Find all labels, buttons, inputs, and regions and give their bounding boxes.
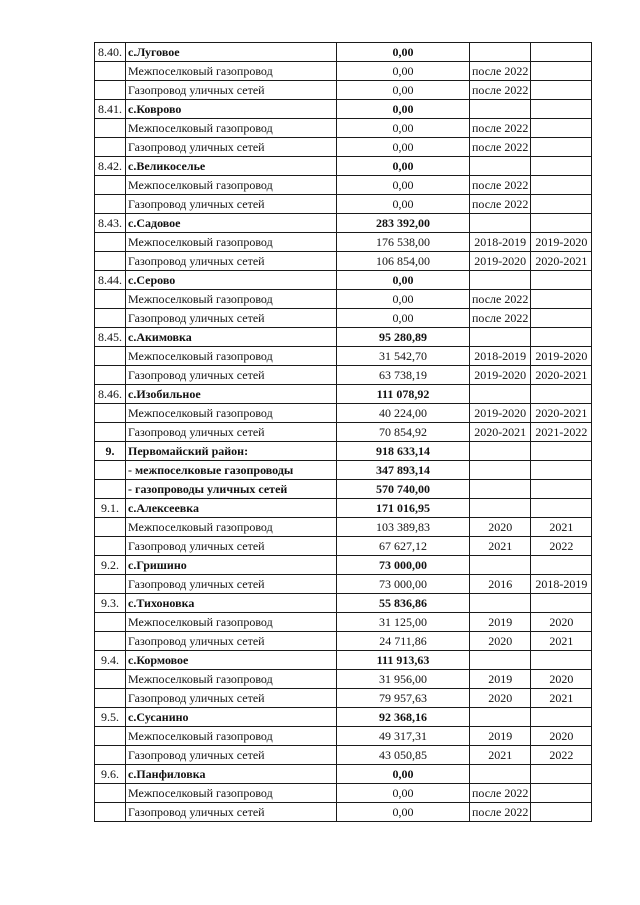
row-name-cell: Газопровод уличных сетей — [126, 252, 337, 271]
row-period-end-cell: 2020 — [531, 670, 592, 689]
row-period-start-cell — [470, 499, 531, 518]
row-period-start-cell: 2018-2019 — [470, 233, 531, 252]
row-name-cell: с.Тихоновка — [126, 594, 337, 613]
row-amount-cell: 73 000,00 — [337, 575, 470, 594]
row-period-end-cell: 2021 — [531, 632, 592, 651]
row-name-cell: с.Серово — [126, 271, 337, 290]
row-amount-cell: 63 738,19 — [337, 366, 470, 385]
row-name-cell: Межпоселковый газопровод — [126, 404, 337, 423]
row-amount-cell: 0,00 — [337, 43, 470, 62]
row-number-cell — [95, 366, 126, 385]
table-row — [95, 366, 592, 385]
row-period-start-cell: после 2022 — [470, 138, 531, 157]
row-period-end-cell: 2020 — [531, 613, 592, 632]
row-period-end-cell — [531, 43, 592, 62]
row-amount-cell: 283 392,00 — [337, 214, 470, 233]
row-number-cell: 9.4. — [95, 651, 126, 670]
row-number-cell — [95, 461, 126, 480]
row-period-start-cell — [470, 765, 531, 784]
row-name-cell: Газопровод уличных сетей — [126, 81, 337, 100]
table-row-head — [95, 708, 592, 727]
row-period-start-cell: после 2022 — [470, 290, 531, 309]
row-period-start-cell: 2020 — [470, 632, 531, 651]
row-amount-cell: 73 000,00 — [337, 556, 470, 575]
table-row — [95, 632, 592, 651]
table-row — [95, 518, 592, 537]
row-amount-cell: 918 633,14 — [337, 442, 470, 461]
row-name-cell: Межпоселковый газопровод — [126, 347, 337, 366]
row-amount-cell: 0,00 — [337, 62, 470, 81]
row-period-end-cell — [531, 62, 592, 81]
row-period-start-cell: 2019-2020 — [470, 404, 531, 423]
row-period-start-cell: 2019-2020 — [470, 366, 531, 385]
row-period-start-cell — [470, 385, 531, 404]
row-period-end-cell — [531, 176, 592, 195]
table-row-head — [95, 271, 592, 290]
row-name-cell: Межпоселковый газопровод — [126, 727, 337, 746]
row-name-cell: с.Гришино — [126, 556, 337, 575]
row-amount-cell: 106 854,00 — [337, 252, 470, 271]
row-number-cell — [95, 81, 126, 100]
row-amount-cell: 31 542,70 — [337, 347, 470, 366]
table-row-district — [95, 442, 592, 461]
row-name-cell: с.Садовое — [126, 214, 337, 233]
row-period-start-cell — [470, 556, 531, 575]
table-row-head — [95, 43, 592, 62]
row-amount-cell: 0,00 — [337, 765, 470, 784]
row-name-cell: - газопроводы уличных сетей — [126, 480, 337, 499]
row-period-end-cell — [531, 556, 592, 575]
table-row-head — [95, 594, 592, 613]
row-number-cell: 9.3. — [95, 594, 126, 613]
row-name-cell: Межпоселковый газопровод — [126, 613, 337, 632]
row-name-cell: Межпоселковый газопровод — [126, 784, 337, 803]
row-period-end-cell: 2018-2019 — [531, 575, 592, 594]
row-number-cell — [95, 252, 126, 271]
row-amount-cell: 43 050,85 — [337, 746, 470, 765]
row-name-cell: Газопровод уличных сетей — [126, 138, 337, 157]
row-name-cell: с.Сусанино — [126, 708, 337, 727]
row-number-cell — [95, 138, 126, 157]
row-number-cell — [95, 784, 126, 803]
row-number-cell: 8.44. — [95, 271, 126, 290]
table-row — [95, 195, 592, 214]
row-amount-cell: 0,00 — [337, 138, 470, 157]
row-amount-cell: 103 389,83 — [337, 518, 470, 537]
row-amount-cell: 55 836,86 — [337, 594, 470, 613]
row-period-end-cell — [531, 309, 592, 328]
table-row-head — [95, 765, 592, 784]
row-name-cell: Газопровод уличных сетей — [126, 689, 337, 708]
row-period-end-cell — [531, 100, 592, 119]
row-number-cell: 8.45. — [95, 328, 126, 347]
row-period-end-cell — [531, 803, 592, 822]
row-period-start-cell: после 2022 — [470, 195, 531, 214]
row-period-end-cell — [531, 81, 592, 100]
row-amount-cell: 67 627,12 — [337, 537, 470, 556]
row-amount-cell: 79 957,63 — [337, 689, 470, 708]
row-period-start-cell: после 2022 — [470, 803, 531, 822]
row-period-start-cell: 2019 — [470, 613, 531, 632]
table-row — [95, 575, 592, 594]
row-number-cell: 8.40. — [95, 43, 126, 62]
table-row — [95, 727, 592, 746]
row-period-end-cell — [531, 214, 592, 233]
row-name-cell: с.Великоселье — [126, 157, 337, 176]
row-name-cell: Межпоселковый газопровод — [126, 290, 337, 309]
row-period-end-cell: 2022 — [531, 746, 592, 765]
row-period-start-cell — [470, 100, 531, 119]
table-row — [95, 689, 592, 708]
row-amount-cell: 0,00 — [337, 784, 470, 803]
row-amount-cell: 0,00 — [337, 271, 470, 290]
row-period-start-cell — [470, 271, 531, 290]
row-amount-cell: 0,00 — [337, 309, 470, 328]
row-amount-cell: 0,00 — [337, 195, 470, 214]
row-period-end-cell: 2019-2020 — [531, 347, 592, 366]
row-period-start-cell: 2019 — [470, 670, 531, 689]
row-amount-cell: 92 368,16 — [337, 708, 470, 727]
table-row-head — [95, 651, 592, 670]
row-period-end-cell — [531, 138, 592, 157]
row-amount-cell: 0,00 — [337, 81, 470, 100]
row-amount-cell: 176 538,00 — [337, 233, 470, 252]
row-name-cell: Газопровод уличных сетей — [126, 537, 337, 556]
row-period-end-cell — [531, 328, 592, 347]
row-number-cell — [95, 803, 126, 822]
row-amount-cell: 95 280,89 — [337, 328, 470, 347]
row-number-cell: 8.46. — [95, 385, 126, 404]
row-period-end-cell: 2022 — [531, 537, 592, 556]
row-period-end-cell — [531, 195, 592, 214]
row-name-cell: Межпоселковый газопровод — [126, 233, 337, 252]
row-number-cell — [95, 195, 126, 214]
table-row-subtotal — [95, 480, 592, 499]
row-number-cell — [95, 290, 126, 309]
table-row — [95, 347, 592, 366]
table-row — [95, 784, 592, 803]
row-period-end-cell: 2020-2021 — [531, 366, 592, 385]
row-number-cell — [95, 613, 126, 632]
table-body — [95, 43, 592, 822]
row-period-end-cell — [531, 442, 592, 461]
row-name-cell: Газопровод уличных сетей — [126, 366, 337, 385]
row-name-cell: Газопровод уличных сетей — [126, 803, 337, 822]
table-row — [95, 138, 592, 157]
row-period-end-cell — [531, 594, 592, 613]
row-name-cell: Межпоселковый газопровод — [126, 176, 337, 195]
row-period-end-cell: 2021 — [531, 518, 592, 537]
row-period-end-cell — [531, 765, 592, 784]
row-period-end-cell — [531, 271, 592, 290]
row-amount-cell: 0,00 — [337, 290, 470, 309]
row-period-start-cell: 2021 — [470, 537, 531, 556]
row-number-cell — [95, 746, 126, 765]
row-name-cell: Газопровод уличных сетей — [126, 423, 337, 442]
row-period-end-cell — [531, 480, 592, 499]
table-row-head — [95, 157, 592, 176]
row-period-start-cell — [470, 594, 531, 613]
row-period-end-cell — [531, 385, 592, 404]
row-number-cell: 9. — [95, 442, 126, 461]
row-number-cell — [95, 347, 126, 366]
row-number-cell — [95, 518, 126, 537]
row-number-cell — [95, 119, 126, 138]
row-number-cell: 8.42. — [95, 157, 126, 176]
row-period-end-cell: 2020-2021 — [531, 252, 592, 271]
row-name-cell: с.Луговое — [126, 43, 337, 62]
row-name-cell: с.Кормовое — [126, 651, 337, 670]
row-number-cell: 9.2. — [95, 556, 126, 575]
table-row — [95, 613, 592, 632]
row-period-start-cell: 2019 — [470, 727, 531, 746]
row-amount-cell: 49 317,31 — [337, 727, 470, 746]
table-row — [95, 746, 592, 765]
row-period-start-cell: 2020 — [470, 518, 531, 537]
row-period-start-cell — [470, 461, 531, 480]
row-amount-cell: 24 711,86 — [337, 632, 470, 651]
row-number-cell — [95, 632, 126, 651]
table-row — [95, 290, 592, 309]
row-period-start-cell: 2020 — [470, 689, 531, 708]
row-name-cell: Газопровод уличных сетей — [126, 746, 337, 765]
row-name-cell: - межпоселковые газопроводы — [126, 461, 337, 480]
table-row — [95, 62, 592, 81]
row-amount-cell: 0,00 — [337, 119, 470, 138]
row-period-end-cell: 2021 — [531, 689, 592, 708]
row-period-start-cell — [470, 43, 531, 62]
row-period-start-cell: после 2022 — [470, 62, 531, 81]
row-period-end-cell — [531, 119, 592, 138]
row-amount-cell: 31 956,00 — [337, 670, 470, 689]
table-row-head — [95, 556, 592, 575]
table-row — [95, 309, 592, 328]
row-amount-cell: 31 125,00 — [337, 613, 470, 632]
table-row-head — [95, 385, 592, 404]
row-number-cell — [95, 689, 126, 708]
row-amount-cell: 70 854,92 — [337, 423, 470, 442]
row-period-start-cell — [470, 157, 531, 176]
row-name-cell: Первомайский район: — [126, 442, 337, 461]
row-period-end-cell — [531, 290, 592, 309]
row-name-cell: с.Акимовка — [126, 328, 337, 347]
row-period-start-cell: после 2022 — [470, 119, 531, 138]
gas-pipeline-table — [94, 42, 592, 822]
row-name-cell: Межпоселковый газопровод — [126, 62, 337, 81]
row-number-cell — [95, 480, 126, 499]
row-period-start-cell: 2021 — [470, 746, 531, 765]
row-number-cell — [95, 233, 126, 252]
row-number-cell — [95, 537, 126, 556]
table-row — [95, 81, 592, 100]
row-amount-cell: 0,00 — [337, 176, 470, 195]
row-period-start-cell — [470, 214, 531, 233]
row-period-start-cell — [470, 651, 531, 670]
row-amount-cell: 111 913,63 — [337, 651, 470, 670]
row-amount-cell: 0,00 — [337, 100, 470, 119]
row-period-start-cell: после 2022 — [470, 784, 531, 803]
table-row-head — [95, 328, 592, 347]
table-row — [95, 233, 592, 252]
row-number-cell — [95, 423, 126, 442]
row-period-start-cell: после 2022 — [470, 81, 531, 100]
row-name-cell: Газопровод уличных сетей — [126, 309, 337, 328]
row-name-cell: с.Алексеевка — [126, 499, 337, 518]
row-period-start-cell — [470, 328, 531, 347]
row-amount-cell: 347 893,14 — [337, 461, 470, 480]
row-period-end-cell: 2020-2021 — [531, 404, 592, 423]
row-period-end-cell — [531, 651, 592, 670]
table-row-head — [95, 499, 592, 518]
row-period-start-cell: 2020-2021 — [470, 423, 531, 442]
row-number-cell — [95, 404, 126, 423]
row-name-cell: с.Коврово — [126, 100, 337, 119]
row-number-cell — [95, 309, 126, 328]
row-number-cell — [95, 670, 126, 689]
row-amount-cell: 111 078,92 — [337, 385, 470, 404]
row-number-cell: 9.6. — [95, 765, 126, 784]
row-name-cell: с.Изобильное — [126, 385, 337, 404]
row-period-start-cell: после 2022 — [470, 176, 531, 195]
row-amount-cell: 570 740,00 — [337, 480, 470, 499]
table-row — [95, 176, 592, 195]
row-period-start-cell: после 2022 — [470, 309, 531, 328]
row-period-end-cell — [531, 708, 592, 727]
table-row — [95, 803, 592, 822]
row-amount-cell: 40 224,00 — [337, 404, 470, 423]
row-period-start-cell: 2018-2019 — [470, 347, 531, 366]
row-amount-cell: 0,00 — [337, 157, 470, 176]
row-number-cell — [95, 62, 126, 81]
table-row — [95, 404, 592, 423]
table-row-head — [95, 214, 592, 233]
row-period-end-cell — [531, 784, 592, 803]
row-period-start-cell: 2019-2020 — [470, 252, 531, 271]
row-period-end-cell: 2019-2020 — [531, 233, 592, 252]
row-period-end-cell — [531, 461, 592, 480]
table-row — [95, 670, 592, 689]
row-period-end-cell: 2021-2022 — [531, 423, 592, 442]
row-name-cell: Газопровод уличных сетей — [126, 195, 337, 214]
row-number-cell — [95, 727, 126, 746]
row-number-cell: 9.1. — [95, 499, 126, 518]
row-period-start-cell: 2016 — [470, 575, 531, 594]
row-name-cell: Межпоселковый газопровод — [126, 670, 337, 689]
row-number-cell — [95, 575, 126, 594]
table-row — [95, 252, 592, 271]
row-period-start-cell — [470, 708, 531, 727]
table-row — [95, 119, 592, 138]
row-name-cell: Газопровод уличных сетей — [126, 575, 337, 594]
row-period-start-cell — [470, 442, 531, 461]
row-number-cell: 8.43. — [95, 214, 126, 233]
row-amount-cell: 171 016,95 — [337, 499, 470, 518]
row-number-cell — [95, 176, 126, 195]
row-name-cell: Межпоселковый газопровод — [126, 119, 337, 138]
table-row — [95, 423, 592, 442]
row-period-start-cell — [470, 480, 531, 499]
table-row-head — [95, 100, 592, 119]
row-name-cell: Газопровод уличных сетей — [126, 632, 337, 651]
row-name-cell: Межпоселковый газопровод — [126, 518, 337, 537]
row-period-end-cell — [531, 499, 592, 518]
row-number-cell: 9.5. — [95, 708, 126, 727]
row-name-cell: с.Панфиловка — [126, 765, 337, 784]
row-period-end-cell: 2020 — [531, 727, 592, 746]
row-number-cell: 8.41. — [95, 100, 126, 119]
row-period-end-cell — [531, 157, 592, 176]
row-amount-cell: 0,00 — [337, 803, 470, 822]
table-row — [95, 537, 592, 556]
table-row-subtotal — [95, 461, 592, 480]
